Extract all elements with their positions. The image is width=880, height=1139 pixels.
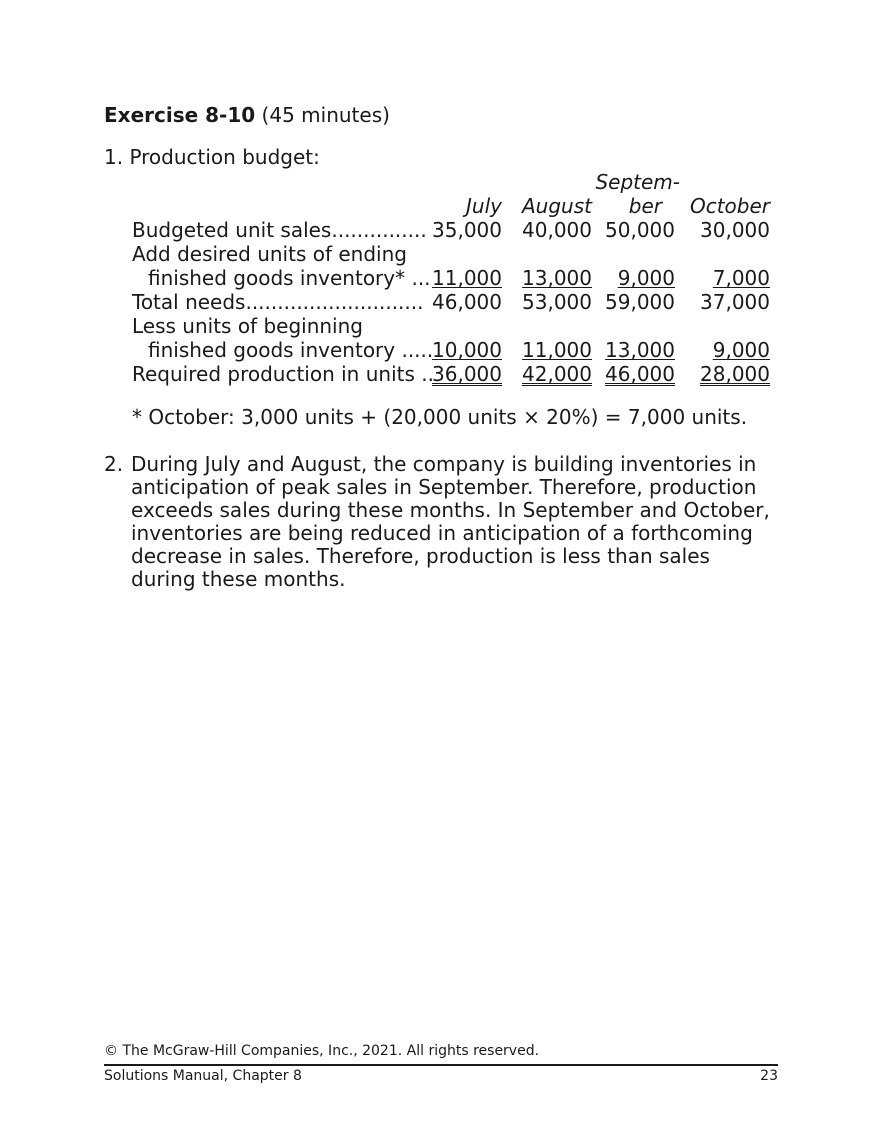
item-1-label: 1. Production budget: [104, 145, 320, 169]
cell-july: 11,000 [432, 266, 502, 290]
cell-august: 11,000 [522, 338, 592, 362]
cell-july: 46,000 [432, 290, 502, 314]
row-label: Less units of beginning [132, 314, 363, 338]
cell-october: 9,000 [712, 338, 770, 362]
col-header-july: July [466, 194, 502, 218]
col-header-september-line2: ber [628, 194, 662, 218]
cell-july: 36,000 [432, 362, 502, 386]
copyright: © The McGraw-Hill Companies, Inc., 2021. All rights reserved. [104, 1043, 540, 1059]
cell-october: 7,000 [712, 266, 770, 290]
row-label: finished goods inventory ..... [148, 338, 434, 362]
header-row-2 [132, 194, 792, 218]
row-label: Required production in units .. [132, 362, 434, 386]
table-row [132, 314, 792, 338]
cell-august: 40,000 [522, 218, 592, 242]
cell-august: 42,000 [522, 362, 592, 386]
row-label: Add desired units of ending [132, 242, 407, 266]
footer-manual-chapter: Solutions Manual, Chapter 8 [104, 1068, 302, 1084]
header-row-1 [132, 170, 792, 194]
table-row [132, 218, 792, 242]
item-2-text: During July and August, the company is building inventories in anticipation of peak sales in September. Therefore, production exceeds sales during these months. In September and October, inventories are being reduced in anticipation of a forthcoming decrease in sales. Therefore, production is less than sales during these months. [131, 452, 770, 591]
cell-october: 28,000 [700, 362, 770, 386]
exercise-heading [104, 103, 390, 127]
cell-august: 53,000 [522, 290, 592, 314]
cell-october: 30,000 [700, 218, 770, 242]
footer-divider [104, 1064, 778, 1066]
table-row [132, 266, 792, 290]
item-2-number: 2. [104, 452, 124, 476]
cell-july: 10,000 [432, 338, 502, 362]
cell-october: 37,000 [700, 290, 770, 314]
cell-september: 13,000 [605, 338, 675, 362]
cell-september: 46,000 [605, 362, 675, 386]
cell-august: 13,000 [522, 266, 592, 290]
row-label: finished goods inventory* ... [148, 266, 431, 290]
col-header-september-line1: Septem- [595, 170, 680, 194]
cell-september: 59,000 [605, 290, 675, 314]
row-label: Budgeted unit sales............... [132, 218, 427, 242]
exercise-title: Exercise 8-10 [104, 103, 256, 127]
footnote: * October: 3,000 units + (20,000 units × 20%) = 7,000 units. [132, 405, 748, 429]
cell-july: 35,000 [432, 218, 502, 242]
table-row [132, 362, 792, 386]
cell-september: 50,000 [605, 218, 675, 242]
page-number: 23 [760, 1068, 778, 1084]
table-row [132, 290, 792, 314]
table-row [132, 242, 792, 266]
table-row [132, 338, 792, 362]
exercise-duration: (45 minutes) [255, 103, 390, 127]
row-label: Total needs............................ [132, 290, 424, 314]
cell-september: 9,000 [617, 266, 675, 290]
col-header-october: October [689, 194, 770, 218]
col-header-august: August [522, 194, 592, 218]
